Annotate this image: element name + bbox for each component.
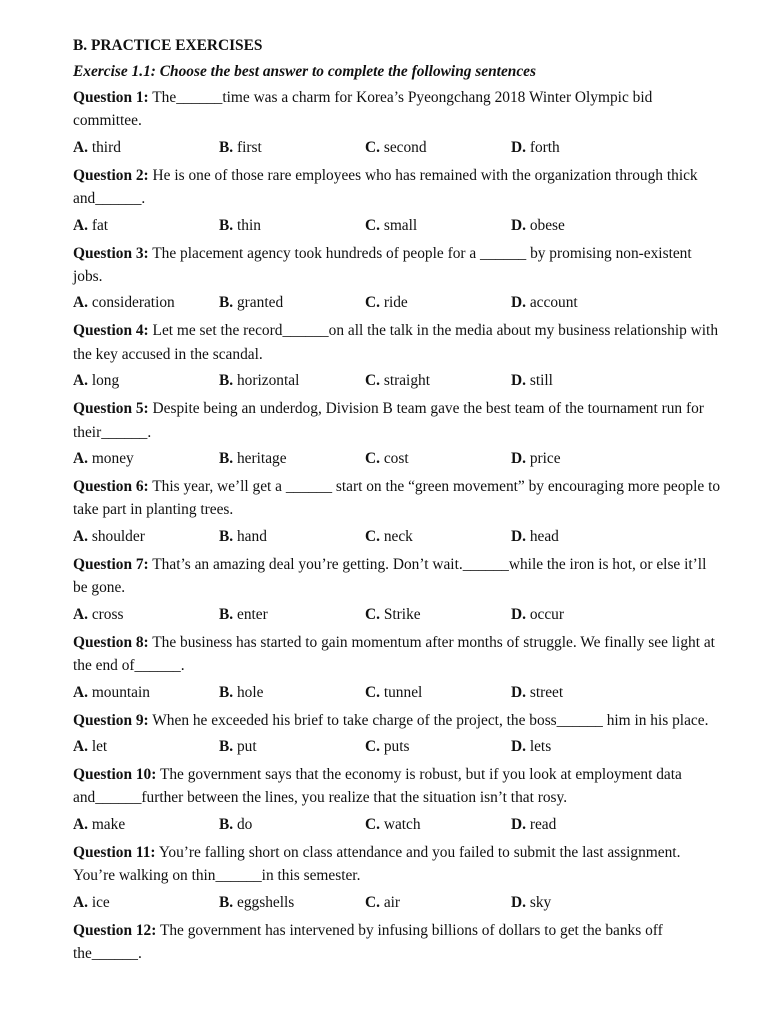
option-text: Strike (383, 605, 421, 623)
option-letter: D. (511, 294, 526, 312)
option-letter: A. (73, 605, 88, 623)
answer-option (365, 522, 511, 552)
option-letter: A. (73, 815, 88, 833)
question-stem (73, 397, 723, 444)
answer-option (511, 133, 657, 163)
option-letter: B. (219, 138, 234, 156)
option-text: cross (91, 605, 124, 623)
option-text: straight (383, 372, 430, 390)
option-letter: D. (511, 683, 526, 701)
option-letter: D. (511, 138, 526, 156)
option-letter: A. (73, 893, 88, 911)
answer-option (365, 678, 511, 708)
section-title: B. PRACTICE EXERCISES (73, 37, 263, 54)
option-text: make (91, 815, 126, 833)
question-label: Question 1: (73, 89, 149, 106)
option-letter: A. (73, 450, 88, 468)
answer-option (365, 366, 511, 396)
question-label: Question 10: (73, 765, 157, 783)
option-text: long (91, 372, 120, 390)
answer-option (73, 810, 219, 840)
option-letter: D. (511, 527, 526, 545)
option-letter: A. (73, 737, 88, 755)
question-label: Question 9: (73, 711, 149, 729)
option-text: cost (383, 450, 409, 468)
answer-option (511, 522, 657, 552)
option-text: enter (236, 605, 268, 623)
question-label: Question 6: (73, 478, 149, 496)
question-text: This year, we’ll get a ______ start on the “green movement” by encouraging more people to take part in planting trees. (73, 478, 721, 519)
question-block (73, 397, 723, 474)
option-text: ride (383, 294, 408, 312)
question-label: Question 8: (73, 633, 149, 651)
option-letter: B. (219, 294, 234, 312)
question-stem (73, 553, 723, 600)
question-stem (73, 841, 723, 888)
option-text: watch (383, 815, 421, 833)
question-stem (73, 242, 723, 289)
option-text: put (236, 737, 257, 755)
option-letter: D. (511, 605, 526, 623)
option-letter: B. (219, 815, 234, 833)
option-letter: A. (73, 372, 88, 390)
answer-option (219, 732, 365, 762)
question-text: Despite being an underdog, Division B team gave the best team of the tournament run for their______. (73, 400, 704, 441)
answer-options (73, 288, 723, 318)
option-letter: C. (365, 216, 380, 234)
answer-option (219, 133, 365, 163)
option-text: let (91, 737, 108, 755)
option-letter: C. (365, 815, 380, 833)
option-text: consideration (91, 294, 175, 312)
answer-option (73, 732, 219, 762)
exercise-heading (73, 59, 723, 85)
option-letter: A. (73, 683, 88, 701)
option-text: read (529, 815, 557, 833)
answer-option (511, 810, 657, 840)
answer-option (73, 366, 219, 396)
option-letter: B. (219, 737, 234, 755)
option-text: third (91, 138, 121, 156)
question-text: The government has intervened by infusing billions of dollars to get the banks off the______. (73, 921, 663, 962)
question-stem (73, 763, 723, 810)
question-text: The business has started to gain momentum after months of struggle. We finally see light at the end of______. (73, 633, 715, 675)
option-letter: D. (511, 450, 526, 468)
option-letter: C. (365, 683, 380, 701)
question-label: Question 5: (73, 400, 149, 418)
option-text: puts (383, 737, 410, 755)
option-text: account (529, 294, 578, 312)
question-stem (73, 164, 723, 211)
option-text: horizontal (236, 372, 300, 390)
answer-option (511, 678, 657, 708)
answer-option (219, 678, 365, 708)
answer-option (219, 288, 365, 318)
answer-option (365, 133, 511, 163)
question-label: Question 2: (73, 166, 149, 184)
question-stem (73, 319, 723, 366)
answer-option (73, 600, 219, 630)
option-letter: D. (511, 216, 526, 234)
question-block (73, 475, 723, 552)
option-letter: B. (219, 527, 234, 545)
answer-option (219, 888, 365, 918)
option-letter: A. (73, 138, 88, 156)
option-text: heritage (236, 450, 287, 468)
answer-options (73, 732, 723, 762)
option-letter: C. (365, 605, 380, 623)
answer-option (511, 888, 657, 918)
answer-option (219, 211, 365, 241)
option-text: lets (529, 737, 552, 755)
answer-options (73, 888, 723, 918)
answer-option (365, 810, 511, 840)
question-stem (73, 86, 723, 133)
option-letter: D. (511, 737, 526, 755)
option-text: occur (529, 605, 565, 623)
answer-option (511, 366, 657, 396)
question-label: Question 12: (73, 921, 157, 939)
option-text: head (529, 527, 559, 545)
option-letter: B. (219, 605, 234, 623)
answer-options (73, 444, 723, 474)
answer-option (73, 522, 219, 552)
option-letter: C. (365, 737, 380, 755)
option-letter: C. (365, 372, 380, 390)
answer-option (73, 888, 219, 918)
question-block (73, 919, 723, 966)
answer-option (365, 732, 511, 762)
option-text: second (383, 138, 427, 156)
question-block (73, 709, 723, 762)
option-text: sky (529, 893, 552, 911)
question-block (73, 86, 723, 163)
answer-option (73, 211, 219, 241)
option-letter: C. (365, 294, 380, 312)
option-letter: A. (73, 294, 88, 312)
answer-option (73, 288, 219, 318)
option-text: ice (91, 893, 110, 911)
answer-option (219, 522, 365, 552)
question-text: The placement agency took hundreds of people for a ______ by promising non-existent jobs. (73, 244, 692, 286)
answer-option (511, 732, 657, 762)
option-letter: D. (511, 893, 526, 911)
option-letter: B. (219, 683, 234, 701)
option-text: money (91, 450, 134, 468)
answer-option (219, 600, 365, 630)
option-letter: B. (219, 893, 234, 911)
answer-option (365, 211, 511, 241)
option-letter: C. (365, 893, 380, 911)
option-text: still (529, 372, 553, 390)
option-letter: C. (365, 527, 380, 545)
question-stem (73, 919, 723, 966)
answer-option (511, 600, 657, 630)
question-text: He is one of those rare employees who has remained with the organization through thick and______. (73, 166, 698, 208)
question-block (73, 319, 723, 396)
option-letter: B. (219, 372, 234, 390)
option-letter: D. (511, 372, 526, 390)
answer-options (73, 522, 723, 552)
option-text: obese (529, 216, 565, 234)
option-text: do (236, 815, 253, 833)
option-letter: C. (365, 450, 380, 468)
option-letter: A. (73, 216, 88, 234)
answer-options (73, 600, 723, 630)
answer-option (219, 366, 365, 396)
option-letter: B. (219, 450, 234, 468)
option-letter: A. (73, 527, 88, 545)
option-letter: B. (219, 216, 234, 234)
option-letter: D. (511, 815, 526, 833)
option-text: tunnel (383, 683, 423, 701)
question-list (73, 86, 723, 965)
option-text: mountain (91, 683, 150, 701)
option-letter: C. (365, 138, 380, 156)
question-block (73, 242, 723, 319)
answer-option (73, 678, 219, 708)
answer-option (219, 444, 365, 474)
option-text: shoulder (91, 527, 145, 545)
answer-option (73, 133, 219, 163)
answer-options (73, 678, 723, 708)
option-text: air (383, 893, 401, 911)
answer-options (73, 810, 723, 840)
worksheet-page (73, 33, 723, 965)
option-text: street (529, 683, 564, 701)
question-block (73, 763, 723, 840)
option-text: price (529, 450, 561, 468)
question-text: That’s an amazing deal you’re getting. Don’t wait.______while the iron is hot, or else it’ll be gone. (73, 555, 707, 597)
option-text: eggshells (236, 893, 295, 911)
option-text: first (236, 138, 262, 156)
answer-options (73, 211, 723, 241)
answer-option (511, 288, 657, 318)
answer-option (219, 810, 365, 840)
question-stem (73, 631, 723, 678)
question-stem (73, 475, 723, 522)
question-text: The______time was a charm for Korea’s Pyeongchang 2018 Winter Olympic bid committee. (73, 89, 653, 130)
option-text: small (383, 216, 418, 234)
option-text: hand (236, 527, 267, 545)
question-text: When he exceeded his brief to take charge of the project, the boss______ him in his place. (152, 711, 709, 729)
option-text: neck (383, 527, 413, 545)
answer-option (511, 211, 657, 241)
question-label: Question 7: (73, 555, 149, 573)
exercise-separator: : (150, 63, 160, 80)
answer-option (365, 288, 511, 318)
option-text: fat (91, 216, 109, 234)
option-text: thin (236, 216, 261, 234)
question-text: The government says that the economy is robust, but if you look at employment data and______further between the lines, you realize that the situation isn’t that rosy. (73, 765, 682, 807)
question-block (73, 553, 723, 630)
question-label: Question 4: (73, 322, 149, 340)
answer-option (511, 444, 657, 474)
question-text: Let me set the record______on all the talk in the media about my business relationship with the key accused in the scandal. (73, 322, 719, 363)
question-block (73, 841, 723, 918)
answer-option (73, 444, 219, 474)
exercise-instruction: Choose the best answer to complete the following sentences (159, 63, 536, 80)
answer-option (365, 444, 511, 474)
option-text: hole (236, 683, 264, 701)
question-stem (73, 709, 723, 732)
question-text: You’re falling short on class attendance and you failed to submit the last assignment. You’re walking on thin______in this semester. (73, 843, 681, 885)
question-label: Question 11: (73, 843, 156, 861)
exercise-label: Exercise 1.1 (73, 63, 151, 80)
question-label: Question 3: (73, 244, 149, 262)
option-text: granted (236, 294, 284, 312)
answer-option (365, 888, 511, 918)
question-block (73, 164, 723, 241)
option-text: forth (529, 138, 560, 156)
answer-options (73, 366, 723, 396)
question-block (73, 631, 723, 708)
answer-options (73, 133, 723, 163)
answer-option (365, 600, 511, 630)
